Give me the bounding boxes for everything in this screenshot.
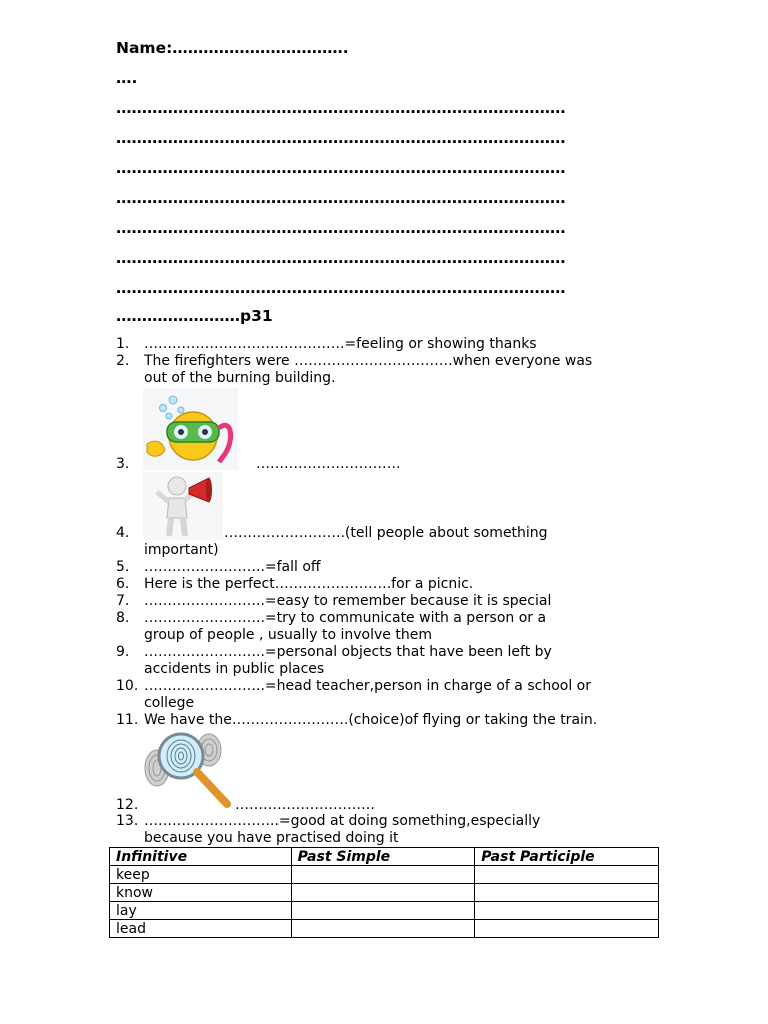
item-number: 7.: [116, 593, 130, 609]
item-number: 12.: [116, 797, 139, 813]
item-text: ……………………..(tell people about something: [224, 525, 548, 541]
item-number: 3.: [116, 456, 130, 472]
megaphone-figure-icon: [143, 472, 223, 540]
item-number: 5.: [116, 559, 130, 575]
name-line: Name:…………………………….: [116, 39, 349, 57]
infinitive-cell: lay: [110, 902, 292, 920]
item-text: important): [144, 542, 219, 558]
dotted-line: ……………………………………………………………………………: [116, 219, 566, 237]
column-header-past-simple: Past Simple: [291, 848, 475, 866]
past-participle-cell[interactable]: [475, 884, 659, 902]
past-simple-cell[interactable]: [291, 902, 475, 920]
item-text: ……………………..=fall off: [144, 559, 321, 575]
dotted-line: ……………………………………………………………………………: [116, 129, 566, 147]
column-header-past-participle: Past Participle: [475, 848, 659, 866]
table-row: [110, 902, 659, 920]
magnifying-glass-fingerprint-icon: [143, 728, 235, 810]
column-header-infinitive: Infinitive: [110, 848, 292, 866]
table-row: [110, 920, 659, 938]
item-text: college: [144, 695, 195, 711]
item-number: 11.: [116, 712, 139, 728]
dotted-line: ……………………………………………………………………………: [116, 159, 566, 177]
item-number: 10.: [116, 678, 139, 694]
item-number: 1.: [116, 336, 130, 352]
past-simple-cell[interactable]: [291, 866, 475, 884]
item-number: 9.: [116, 644, 130, 660]
item-text: because you have practised doing it: [144, 830, 399, 846]
item-text: ……………………..=head teacher,person in charge of a school or: [144, 678, 591, 694]
infinitive-cell: keep: [110, 866, 292, 884]
item-number: 2.: [116, 353, 130, 369]
verb-forms-table: [109, 847, 659, 938]
item-text: ……………………..=easy to remember because it is special: [144, 593, 552, 609]
item-text: …………………………………….=feeling or showing thanks: [144, 336, 537, 352]
item-text: accidents in public places: [144, 661, 325, 677]
item-number: 6.: [116, 576, 130, 592]
item-text: We have the…………………….(choice)of flying or taking the train.: [144, 712, 598, 728]
item-text: out of the burning building.: [144, 370, 336, 386]
item-text: ……………………..=try to communicate with a person or a: [144, 610, 547, 626]
item-text: ………………………….: [256, 456, 401, 472]
item-text: The firefighters were …………………………….when everyone was: [144, 353, 593, 369]
past-participle-cell[interactable]: [475, 920, 659, 938]
item-text: …………………………: [235, 797, 375, 813]
past-simple-cell[interactable]: [291, 884, 475, 902]
item-text: group of people , usually to involve them: [144, 627, 432, 643]
item-number: 13.: [116, 813, 139, 829]
dotted-line: ……………………………………………………………………………: [116, 189, 566, 207]
dotted-line: ……………………………………………………………………………: [116, 99, 566, 117]
past-simple-cell[interactable]: [291, 920, 475, 938]
item-text: ………………………..=good at doing something,especially: [144, 813, 541, 829]
infinitive-cell: know: [110, 884, 292, 902]
item-text: ……………………..=personal objects that have been left by: [144, 644, 552, 660]
dotted-line: ……………………………………………………………………………: [116, 249, 566, 267]
past-participle-cell[interactable]: [475, 902, 659, 920]
table-row: [110, 866, 659, 884]
item-number: 4.: [116, 525, 130, 541]
dotted-line: ……………………………………………………………………………: [116, 279, 566, 297]
snorkel-emoji-icon: [143, 388, 238, 470]
table-row: [110, 884, 659, 902]
table-header-row: [110, 848, 659, 866]
infinitive-cell: lead: [110, 920, 292, 938]
item-text: Here is the perfect…………………….for a picnic.: [144, 576, 474, 592]
dotted-line: ….: [116, 69, 138, 87]
item-number: 8.: [116, 610, 130, 626]
past-participle-cell[interactable]: [475, 866, 659, 884]
page-reference-line: ……………………p31: [116, 307, 273, 325]
